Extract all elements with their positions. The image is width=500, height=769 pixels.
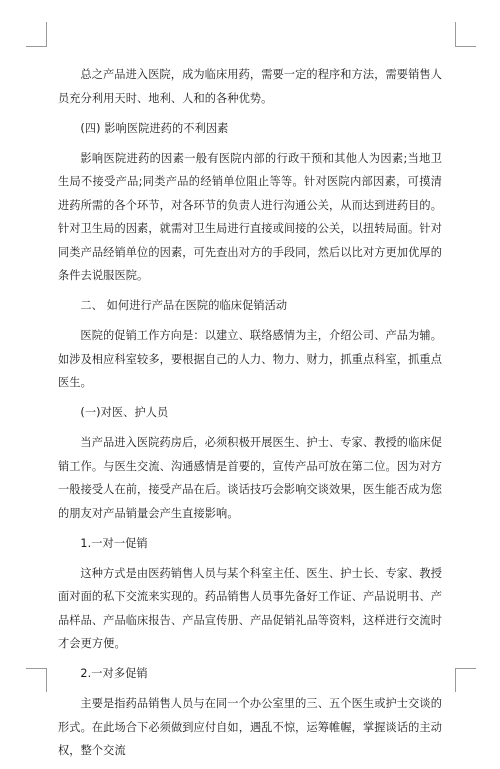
subsection-heading-one-to-many: 2.一对多促销 — [80, 667, 148, 680]
subsection-heading-one-to-one: 1.一对一促销 — [80, 536, 148, 550]
paragraph-summary: 总之产品进入医院，成为临床用药，需要一定的程序和方法，需要销售人员充分利用天时、地利、人和的各种优势。 — [58, 68, 442, 105]
crop-mark-bottom-left-vertical — [46, 668, 47, 692]
subsection-heading-doctors-nurses: (一)对医、护人员 — [80, 406, 169, 419]
crop-mark-bottom-right-vertical — [455, 668, 456, 692]
section-heading-clinical-promotion: 二、 如何进行产品在医院的临床促销活动 — [80, 299, 288, 312]
section-heading-unfavorable-factors: (四) 影响医院进药的不利因素 — [80, 121, 229, 135]
crop-mark-top-right-horizontal — [455, 46, 476, 47]
paragraph-one-to-many: 主要是指药品销售人员与在同一个办公室里的三、五个医生或护士交谈的形式。在此场合下必须做到应付自如，遇乱不惊，运筹帷幄，掌握谈话的主动权，整个交流 — [58, 697, 442, 757]
crop-mark-top-right-vertical — [455, 22, 456, 46]
crop-mark-top-left-horizontal — [26, 46, 47, 47]
crop-mark-bottom-left-horizontal — [26, 668, 47, 669]
paragraph-one-to-one: 这种方式是由医药销售人员与某个科室主任、医生、护士长、专家、教授面对面的私下交流来实现的。药品销售人员事先备好工作证、产品说明书、产品样品、产品临床报告、产品宣传册、产品促销礼品等资料，这样进行交流时才会更方便。 — [58, 566, 442, 650]
crop-mark-top-left-vertical — [46, 22, 47, 46]
paragraph-promotion-direction: 医院的促销工作方向是：以建立、联络感情为主，介绍公司、产品为辅。如涉及相应科室较多，要根据自己的人力、物力、财力，抓重点科室，抓重点医生。 — [58, 329, 442, 389]
paragraph-unfavorable-factors: 影响医院进药的因素一般有医院内部的行政干预和其他人为因素;当地卫生局不接受产品;同类产品的经销单位阻止等等。针对医院内部因素，可摸清进药所需的各个环节，对各环节的负责人进行沟通公关，从而达到进药目的。针对卫生局的因素，就需对卫生局进行直接或间接的公关，以扭转局面。针对同类产品经销单位的因素，可先查出对方的手段同，然后以比对方更加优厚的条件去说服医院。 — [58, 151, 442, 282]
paragraph-doctors-nurses: 当产品进入医院药房后，必须积极开展医生、护士、专家、教授的临床促销工作。与医生交流、沟通感情是首要的，宣传产品可放在第二位。因为对方一般接受人在前，接受产品在后。谈话技巧会影响交谈效果，医生能否成为您的朋友对产品销量会产生直接影响。 — [58, 436, 442, 520]
document-body — [58, 63, 442, 769]
crop-mark-bottom-right-horizontal — [455, 668, 476, 669]
